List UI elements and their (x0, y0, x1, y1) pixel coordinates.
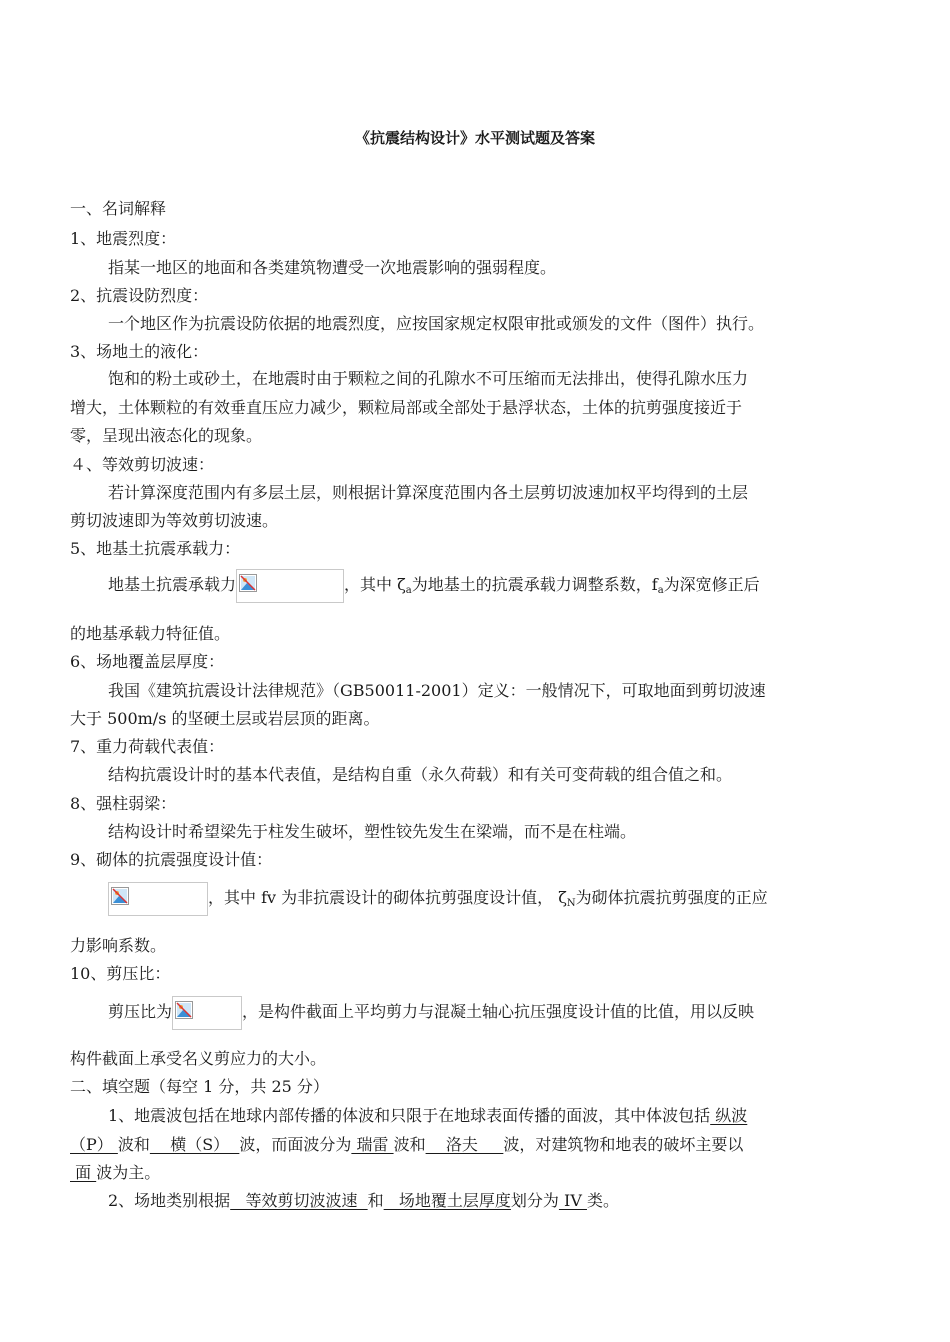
item-9-text-a: ，其中 fv 为非抗震设计的砌体抗剪强度设计值， ζ (208, 888, 567, 907)
fill-1-text-e: 波，而面波分为 (239, 1135, 352, 1154)
fill-1-answer-1-cont: （P） (70, 1135, 118, 1154)
fill-1-text-g: 波和 (393, 1135, 426, 1154)
fill-1-text-a: 1、地震波包括在地球内部传播的体波和只限于在地球表面传播的面波，其中体波包括 (108, 1106, 711, 1125)
document-title: 《抗震结构设计》水平测试题及答案 (354, 129, 595, 147)
formula-image-placeholder (108, 882, 208, 916)
item-4-text-line-2: 剪切波速即为等效剪切波速。 (70, 511, 279, 530)
fill-2-text-g: 类。 (586, 1191, 619, 1210)
fill-1-answer-4: 洛夫 (425, 1135, 504, 1154)
item-4-heading: ４、等效剪切波速： (70, 455, 215, 474)
broken-image-icon (175, 1001, 193, 1019)
item-10-text-a: 剪压比为 (108, 1002, 173, 1021)
fill-2-answer-2: 场地覆土层厚度 (383, 1191, 511, 1210)
item-9-heading: 9、砌体的抗震强度设计值： (70, 850, 273, 869)
item-5-text-c: 为地基土的抗震承载力调整系数，f (411, 575, 658, 594)
item-9-text-b: 为砌体抗震抗剪强度的正应 (575, 888, 768, 907)
broken-image-icon (239, 574, 257, 592)
fill-2-text-a: 2、场地类别根据 (108, 1191, 231, 1210)
section-heading-fill-in: 二、填空题（每空 1 分，共 25 分） (70, 1077, 329, 1096)
item-10-heading: 10、剪压比： (70, 964, 171, 983)
fill-1-line-3 (70, 1163, 160, 1183)
item-6-text-line-1: 我国《建筑抗震设计法律规范》（GB50011-2001）定义：一般情况下，可取地面到剪切波速 (108, 681, 766, 700)
fill-1-line-2 (70, 1135, 743, 1155)
item-4-text-line-1: 若计算深度范围内有多层土层，则根据计算深度范围内各土层剪切波速加权平均得到的土层 (108, 483, 749, 502)
item-5-text-b: ，其中 ζ (344, 575, 406, 594)
item-9-text-line-2: 力影响系数。 (70, 936, 167, 955)
item-10-text-line-2: 构件截面上承受名义剪应力的大小。 (70, 1049, 327, 1068)
item-8-heading: 8、强柱弱梁： (70, 794, 177, 813)
item-6-heading: 6、场地覆盖层厚度： (70, 652, 225, 671)
formula-image-placeholder (236, 569, 344, 603)
item-6-text-line-2: 大于 500m/s 的坚硬土层或岩层顶的距离。 (70, 709, 380, 728)
item-3-text-line-2: 增大，土体颗粒的有效垂直压应力减少，颗粒局部或全部处于悬浮状态，土体的抗剪强度接近于 (70, 398, 743, 417)
section-heading-definitions: 一、名词解释 (70, 199, 167, 218)
fill-1-answer-1: 纵波 (710, 1106, 748, 1125)
item-5-heading: 5、地基土抗震承载力： (70, 539, 241, 558)
item-9-subscript: N (566, 898, 576, 909)
formula-image-placeholder (172, 996, 242, 1030)
item-3-heading: 3、场地土的液化： (70, 342, 209, 361)
fill-2-line-1 (108, 1191, 619, 1211)
item-1-text: 指某一地区的地面和各类建筑物遭受一次地震影响的强弱程度。 (108, 258, 557, 277)
item-5-text-d: 为深宽修正后 (663, 575, 760, 594)
item-5-text-line-2: 的地基承载力特征值。 (70, 624, 231, 643)
item-5-subscript-b: a (657, 585, 664, 596)
item-8-text: 结构设计时希望梁先于柱发生破坏，塑性铰先发生在梁端，而不是在柱端。 (108, 822, 637, 841)
fill-1-line-1 (108, 1106, 747, 1126)
item-3-text-line-1: 饱和的粉土或砂土，在地震时由于颗粒之间的孔隙水不可压缩而无法排出，使得孔隙水压力 (108, 369, 749, 388)
fill-1-text-c: 波和 (117, 1135, 150, 1154)
item-3-text-line-3: 零，呈现出液态化的现象。 (70, 426, 263, 445)
fill-2-answer-3: IV (558, 1191, 587, 1210)
item-10-text-b: ，是构件截面上平均剪力与混凝土轴心抗压强度设计值的比值，用以反映 (242, 1002, 755, 1021)
fill-2-answer-1: 等效剪切波波速 (230, 1191, 368, 1210)
item-9-text-line-1 (108, 880, 768, 922)
fill-2-text-e: 划分为 (510, 1191, 559, 1210)
fill-2-text-c: 和 (367, 1191, 384, 1210)
fill-1-text-k: 波为主。 (96, 1163, 161, 1182)
fill-1-answer-5: 面 (70, 1163, 97, 1182)
fill-1-text-i: 波，对建筑物和地表的破坏主要以 (503, 1135, 744, 1154)
fill-1-answer-3: 瑞雷 (351, 1135, 394, 1154)
item-7-text: 结构抗震设计时的基本代表值，是结构自重（永久荷载）和有关可变荷载的组合值之和。 (108, 765, 733, 784)
item-5-text-line-1 (108, 567, 760, 609)
item-5-text-a: 地基土抗震承载力 (108, 575, 237, 594)
broken-image-icon (111, 887, 129, 905)
item-2-text: 一个地区作为抗震设防依据的地震烈度，应按国家规定权限审批或颁发的文件（图件）执行。 (108, 314, 765, 333)
item-1-heading: 1、地震烈度： (70, 229, 177, 248)
item-7-heading: 7、重力荷载代表值： (70, 737, 225, 756)
item-5-subscript-a: a (405, 585, 412, 596)
item-2-heading: 2、抗震设防烈度： (70, 286, 209, 305)
item-10-text-line-1 (108, 994, 754, 1030)
fill-1-answer-2: 横（S） (149, 1135, 240, 1154)
